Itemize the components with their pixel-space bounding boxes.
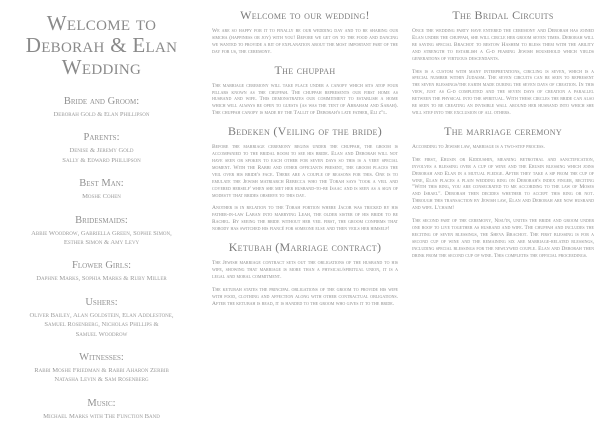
section-heading: Witnesses:	[79, 352, 124, 364]
section-music	[8, 398, 195, 421]
section-line: Sally & Edward Phillipson	[62, 156, 141, 164]
ceremony-intro-column	[212, 8, 398, 314]
chuppah-section	[212, 63, 398, 118]
bedeken-text-2: Another is in relation to the Torah portion where Jacob was tricked by his father-in-law Laban into marrying Leah, the older sister of his bride to be Rachel. By seeing the bride without her veil first, the groom confirms that nobody has switched his fiancé for someone else and then veils her himself!	[212, 205, 398, 233]
section-line: Oliver Bailey, Alan Goldstein, Elan Addlestone,	[29, 311, 174, 319]
section-heading: Best Man:	[79, 178, 124, 190]
section-line: Samuel Woodrow	[75, 330, 128, 338]
ceremony-text-2: The first, Erusin or Kiddushin, meaning betrothal and sanctification, involves a blessing over a cup of wine and the Erusin blessing which joins Deborah and Elan in a mutual pledge. After they take a sip from the cup of wine, Elan places a plain wedding ring on Deborah's index finger, reciting "With this ring, you are consecrated to me according to the law of Moses and Israel". Deborah then decides whether to accept this ring or not. Through this transaction by Jewish law, Elan and Deborah are now husband and wife. L'chaim!	[412, 156, 594, 212]
section-heading: Bridesmaids:	[75, 214, 128, 226]
circuits-section	[412, 8, 594, 117]
title-line-1: Welcome to	[46, 11, 157, 35]
marriage-ceremony-section	[412, 124, 594, 260]
bedeken-heading: Bedeken (Veiling of the bride)	[227, 124, 383, 139]
ceremony-text-1: According to Jewish law, marriage is a two-step process.	[412, 143, 545, 150]
circuits-text-2: This is a custom with many interpretations, circling is seven, which is a special number within Judaism. The seven circuits can be seen to represent the seven blessings/the earth made during the seven days of creation. In this view, just as G-d completed and the seven days of creation a parallel between the physical into the spiritual. With these circles the bride can also be seen to be creating an invisible wall around her husband into which she will step into the exclusion of all others.	[412, 68, 594, 116]
section-heading: Flower Girls:	[71, 260, 132, 272]
ceremony-text-3: The second part of the ceremony, Nisu'in, unites the bride and groom under one roof to live together as husband and wife. The chuppah and includes the reciting of seven blessings, the Sheva Brachot. The first blessing is for a second cup of wine and the remaining six are marriage-related blessings, including special blessings for the newlywed couple. Elan and Deborah then drink from the second cup of wine. This completes the official proceedings.	[412, 218, 594, 259]
section-flower-girls	[8, 260, 195, 283]
section-line: Esther Simon & Amy Levy	[63, 239, 140, 247]
section-heading: Ushers:	[85, 296, 118, 308]
section-line: Daphne Marks, Sophia Marks & Ruby Miller	[36, 275, 167, 283]
welcome-section	[212, 8, 398, 56]
section-line: Deborah Gold & Elan Phillipson	[53, 111, 150, 118]
wedding-party-column	[8, 8, 195, 434]
ketubah-text-2: The ketubah states the principal obligations of the groom to provide his wife with food, clothing and affection along with other contractual obligations. After the ketubah is read, it is handed to the groom who gives it to the bride.	[212, 286, 398, 307]
ceremony-heading: The marriage ceremony	[444, 123, 562, 138]
section-line: Rabbi Moshe Friedman & Rabbi Aharon Zerbib	[34, 367, 169, 375]
chuppah-heading: The chuppah	[274, 62, 336, 77]
section-heading: Bride and Groom:	[63, 96, 140, 107]
welcome-text: We are so happy for it to finally be our wedding day and to be sharing our simcha (happiness or joy) with you! Before we get on to the food and dancing we wanted to provide a bit of explanation about the most important part of the day for us, the ceremony.	[212, 28, 398, 55]
section-line: Moshe Cohen	[82, 193, 121, 201]
section-heading: Parents:	[83, 132, 120, 144]
section-line: Michael Marks with The Function Band	[43, 412, 160, 420]
ketubah-text-1: The Jewish marriage contract sets out the obligations of the husband to his wife, showing that marriage is more than a physical/spiritual union, it is a legal and moral commitment.	[212, 260, 398, 280]
circuits-text-1: Once the wedding party have entered the ceremony and Deborah has joined Elan under the chuppah, she will circle her groom seven times. Deborah will be saying special Brachot to bestow Hashem to bless them with the ability and strength to establish a G-d fearing Jewish household which yields generations of virtuous descendants.	[412, 28, 594, 62]
section-best-man	[8, 178, 195, 201]
ketubah-heading: Ketubah (Marriage contract)	[228, 240, 382, 255]
bedeken-section	[212, 124, 398, 233]
chuppah-text: The marriage ceremony will take place under a canopy which sits atop four pillars known as the chuppah. The chuppah represents our first home as husband and wife. This demonstrates our commitment to establish a home which will always be open to guests (as was the tent of Abraham and Sarah). The chuppah canopy is made by the Tallit of Deborah's late father, Eli z"l.	[212, 82, 398, 117]
section-parents	[8, 132, 195, 165]
welcome-heading: Welcome to our wedding!	[240, 8, 370, 22]
section-bride-groom	[8, 96, 195, 119]
title-line-3: Wedding	[61, 55, 142, 79]
circuits-heading: The Bridal Circuits	[452, 8, 554, 22]
ceremony-details-column	[412, 8, 594, 266]
section-ushers	[8, 297, 195, 339]
section-line: Abbie Woodrow, Gabriella Green, Sophie Simon,	[31, 229, 172, 237]
section-line: Samuel Rosenberg, Nicholas Phillips &	[44, 321, 159, 329]
ketubah-section	[212, 240, 398, 307]
section-witnesses	[8, 352, 195, 385]
section-line: Natasha Levin & Sam Rosenberg	[54, 376, 149, 384]
section-heading: Music:	[87, 397, 116, 409]
section-bridesmaids	[8, 215, 195, 248]
bedeken-text-1: Before the marriage ceremony begins under the chuppah, the groom is accompanied to the bridal room to see his bride. Elan and Deborah will not have seen or spoken to each other for seven days so this is a very special moment. With the Rabbi and other officiants present, the groom places the veil over his bride's face. There are a couple of reasons for this. One is to emulate the Jewish matriarch Rebecca who the Torah says 'took a veil and covered herself' when she met her husband-to-be Isaac and is seen as a sign of modesty that brides observe to this day.	[212, 144, 398, 199]
title-line-2: Deborah & Elan	[25, 33, 178, 57]
page-title	[8, 12, 195, 78]
section-line: Denise & Jeremy Gold	[69, 147, 134, 155]
